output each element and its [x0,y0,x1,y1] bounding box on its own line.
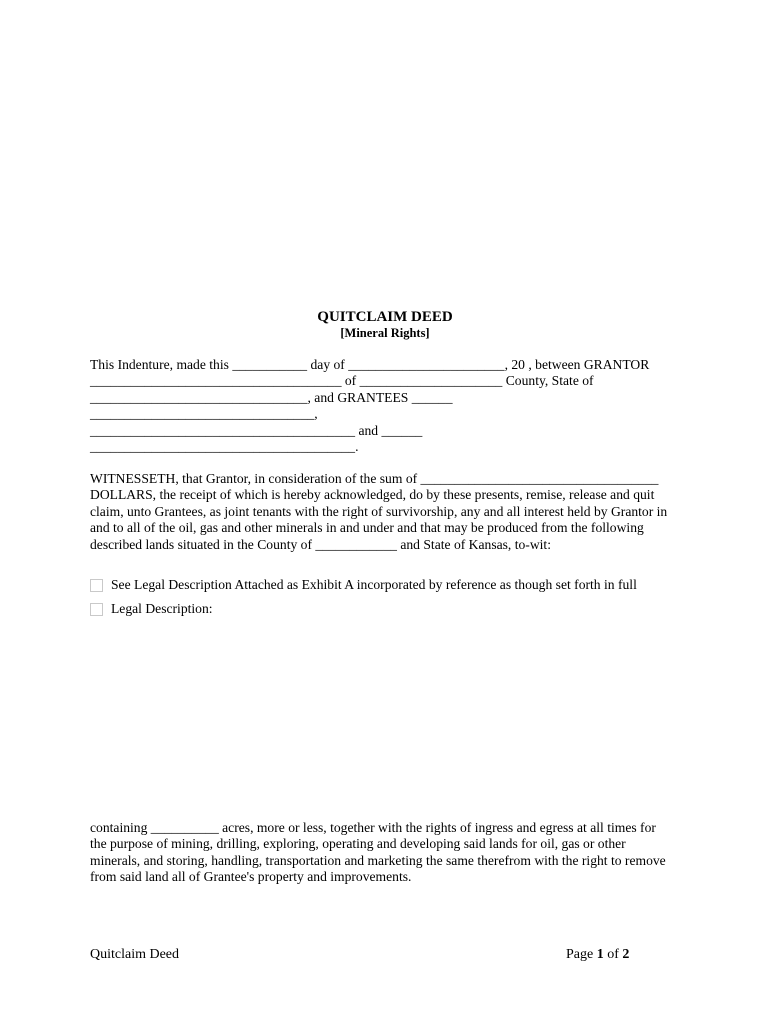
legal-description-option [90,601,213,617]
witnesseth-paragraph [90,471,690,553]
page-of: of [603,947,623,962]
paragraph-line: containing __________ acres, more or less, together with the rights of ingress and egress at all times for [90,820,656,835]
paragraph-line: described lands situated in the County of ____________ and State of Kansas, to-wit: [90,536,551,552]
paragraph-line: ________________________________, and GRANTEES ______ [90,389,453,405]
paragraph-line: minerals, and storing, handling, transportation and marketing the same therefrom with the right to remove [90,852,666,868]
paragraph-line: and to all of the oil, gas and other minerals in and under and that may be produced from the following [90,520,644,536]
paragraph-line: the purpose of mining, drilling, exploring, operating and developing said lands for oil, gas or other [90,836,626,852]
page-current: 1 [596,947,604,962]
indenture-paragraph [90,357,690,455]
paragraph-line: _______________________________________ and ______ [90,422,423,438]
paragraph-line: WITNESSETH, that Grantor, in consideration of the sum of ___________________________________ [90,471,659,486]
paragraph-line: _________________________________, [90,406,318,422]
footer-document-name: Quitclaim Deed [90,947,180,962]
document-title: QUITCLAIM DEED [317,309,453,325]
legal-description-label: Legal Description: [111,601,213,616]
exhibit-a-option [90,577,637,593]
paragraph-line: claim, unto Grantees, as joint tenants with the right of survivorship, any and all interest held by Grantor in [90,503,668,519]
exhibit-a-label: See Legal Description Attached as Exhibit A incorporated by reference as though set forth in full [111,577,637,592]
paragraph-line: _______________________________________. [90,438,359,454]
containing-paragraph [90,820,690,886]
paragraph-line: This Indenture, made this ___________ day of _______________________, 20 , between GRANTOR [90,357,650,372]
exhibit-a-checkbox[interactable] [90,579,103,592]
page-prefix: Page [566,947,597,962]
legal-description-checkbox[interactable] [90,603,103,616]
document-subtitle: [Mineral Rights] [340,326,430,340]
footer-page-number [566,946,629,963]
paragraph-line: from said land all of Grantee's property and improvements. [90,869,412,885]
paragraph-line: _____________________________________ of _____________________ County, State of [90,373,594,389]
page-total: 2 [622,947,630,962]
paragraph-line: DOLLARS, the receipt of which is hereby acknowledged, do by these presents, remise, release and quit [90,487,655,503]
